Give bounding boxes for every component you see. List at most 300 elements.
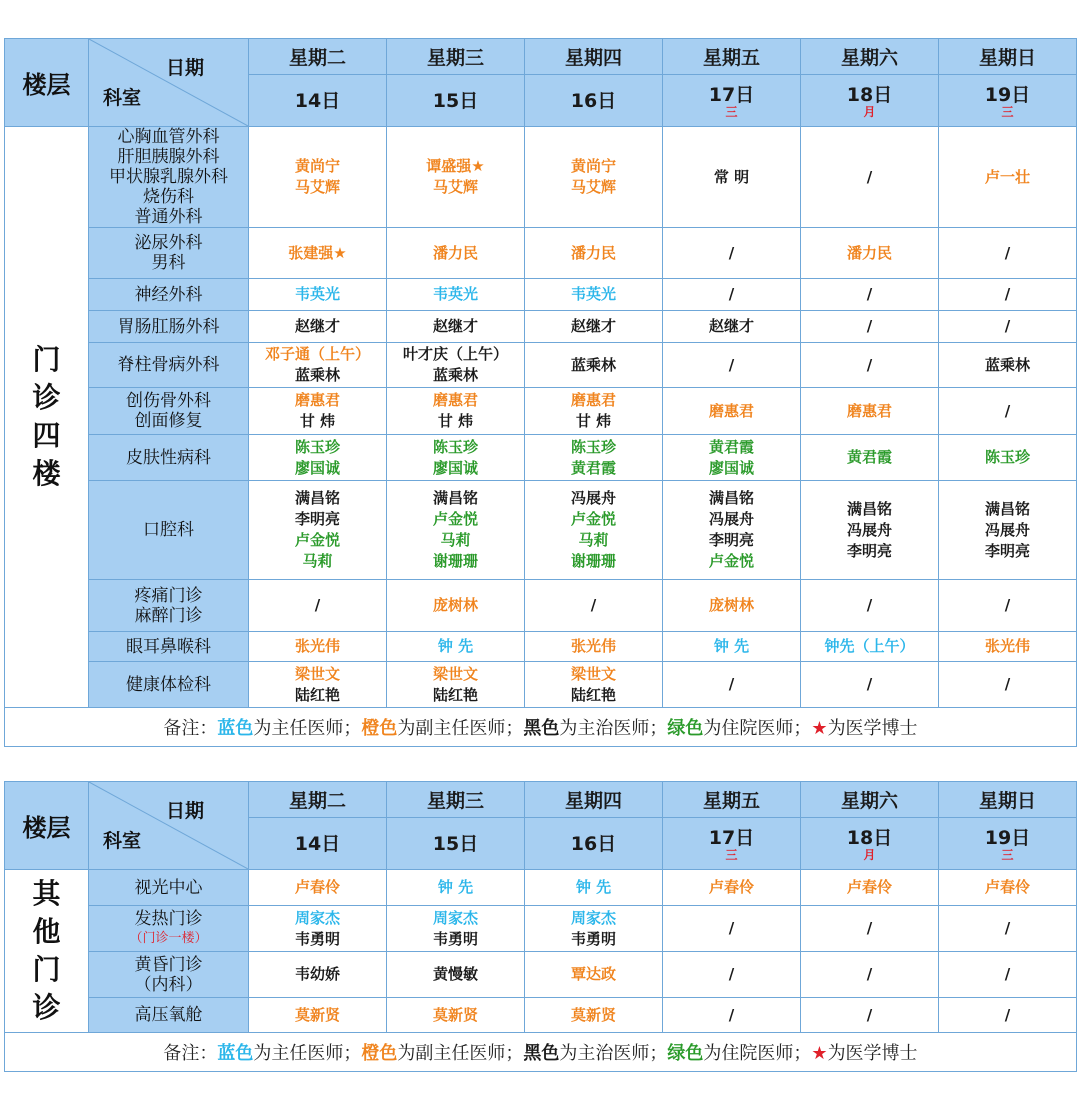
floor-char: 门 (32, 953, 61, 986)
legend-note (5, 708, 1077, 747)
note-star-desc: 为医学博士 (827, 1043, 918, 1064)
schedule-cell (663, 580, 801, 632)
schedule-cell (525, 228, 663, 279)
dept-line: 健康体检科 (126, 674, 211, 695)
dept-name (89, 311, 249, 343)
schedule-cell (939, 580, 1077, 632)
schedule-cell (801, 311, 939, 343)
dept-name (89, 952, 249, 998)
doctor-name: 陆红艳 (570, 685, 616, 704)
schedule-cell (801, 343, 939, 388)
weekday-header: 星期日 (939, 39, 1077, 75)
schedule-cell (939, 127, 1077, 228)
doctor-name: 马艾辉 (294, 178, 340, 196)
date-day: 16日 (570, 89, 617, 112)
doctor-name: 谢珊珊 (570, 552, 616, 570)
doctor-name: / (1004, 675, 1011, 693)
schedule-cell (939, 481, 1077, 580)
doctor-name: 谢珊珊 (432, 552, 478, 570)
doctor-name: / (1004, 965, 1011, 983)
floor-label (5, 870, 89, 1033)
doctor-name: / (866, 965, 873, 983)
doctor-name: 赵继才 (708, 317, 754, 335)
schedule-cell (525, 998, 663, 1033)
star-icon: ★ (811, 1043, 828, 1064)
schedule-cell (387, 632, 525, 662)
schedule-cell (801, 127, 939, 228)
doctor-name: 梁世文 (432, 664, 478, 683)
doctor-name: 黄慢敏 (432, 965, 478, 983)
doctor-name: 潘力民 (432, 243, 478, 262)
weekday-header: 星期五 (663, 782, 801, 818)
floor-char: 楼 (32, 457, 61, 490)
doctor-name: 卢金悦 (570, 510, 616, 528)
schedule-cell (939, 311, 1077, 343)
schedule-cell (939, 632, 1077, 662)
floor-char: 诊 (32, 381, 61, 414)
doctor-name: 满昌铭 (984, 499, 1030, 518)
doctor-name: 卢金悦 (294, 531, 340, 549)
doctor-name: 满昌铭 (432, 489, 478, 507)
schedule-cell (387, 388, 525, 435)
doctor-name: 冯展舟 (984, 520, 1030, 539)
doctor-name: / (866, 919, 873, 937)
date-header (249, 75, 387, 127)
doctor-name: / (866, 167, 873, 186)
date-day: 18日 (846, 826, 893, 849)
schedule-cell (387, 952, 525, 998)
schedule-cell (249, 906, 387, 952)
date-day: 17日 (708, 826, 755, 849)
doctor-name: 陈玉珍 (570, 437, 616, 456)
doctor-name: 满昌铭 (294, 489, 340, 507)
schedule-cell (525, 580, 663, 632)
date-day: 17日 (708, 83, 755, 106)
dept-name (89, 906, 249, 952)
doctor-name: 冯展舟 (570, 489, 616, 507)
note-star-desc: 为医学博士 (827, 718, 918, 739)
schedule-cell (663, 998, 801, 1033)
schedule-cell (939, 435, 1077, 481)
doctor-name: 赵继才 (294, 317, 340, 335)
date-day: 19日 (984, 826, 1031, 849)
doctor-name: / (1004, 317, 1011, 335)
doctor-name: 钟 先 (575, 878, 612, 896)
schedule-cell (387, 343, 525, 388)
schedule-cell (249, 580, 387, 632)
date-header (939, 818, 1077, 870)
schedule-cell (525, 662, 663, 708)
doctor-name: 甘 炜 (299, 412, 336, 430)
schedule-cell (663, 906, 801, 952)
doctor-name: 梁世文 (570, 664, 616, 683)
doctor-name: / (728, 355, 735, 374)
note-black-desc: 为主治医师； (559, 718, 668, 739)
doctor-name: / (728, 285, 735, 303)
dept-name (89, 435, 249, 481)
schedule-cell (663, 279, 801, 311)
schedule-cell (525, 343, 663, 388)
weekday-header: 星期二 (249, 39, 387, 75)
doctor-name: 马艾辉 (570, 178, 616, 196)
floor-char: 诊 (32, 991, 61, 1024)
schedule-cell (663, 228, 801, 279)
doctor-name: 甘 炜 (575, 412, 612, 430)
weekday-header: 星期五 (663, 39, 801, 75)
doctor-name: 马莉 (440, 531, 471, 549)
schedule-cell (525, 481, 663, 580)
schedule-cell (939, 952, 1077, 998)
schedule-cell (249, 228, 387, 279)
schedule-cell (801, 998, 939, 1033)
doctor-name: 邓子通（上午） (264, 345, 370, 363)
schedule-cell (525, 127, 663, 228)
schedule-cell (525, 435, 663, 481)
weekday-header: 星期三 (387, 782, 525, 818)
schedule-cell (801, 870, 939, 906)
doctor-name: / (866, 355, 873, 374)
dept-name (89, 279, 249, 311)
dept-line: 疼痛门诊 (134, 585, 203, 606)
dept-line: 创面修复 (134, 411, 203, 431)
doctor-name: 张建强★ (288, 243, 347, 262)
dept-line: 心胸血管外科 (117, 127, 220, 147)
schedule-cell (663, 388, 801, 435)
doctor-name: 韦幼娇 (294, 965, 340, 983)
note-blue-desc: 为主任医师； (253, 1043, 362, 1064)
doctor-name: / (866, 317, 873, 335)
doctor-name: 钟 先 (437, 637, 474, 655)
doctor-name: 韦英光 (432, 285, 478, 303)
schedule-cell (249, 952, 387, 998)
note-prefix: 备注： (163, 718, 218, 739)
date-day: 15日 (432, 832, 479, 855)
dept-line: 发热门诊 (134, 908, 203, 929)
weekday-header: 星期六 (801, 782, 939, 818)
doctor-name: 韦英光 (570, 285, 616, 303)
dept-line: 视光中心 (134, 877, 203, 898)
floor-char: 其 (32, 877, 61, 910)
lunar-mark: 月 (863, 847, 876, 862)
note-orange: 橙色 (361, 718, 398, 739)
date-day: 18日 (846, 83, 893, 106)
doctor-name: 马莉 (302, 552, 333, 570)
weekday-header: 星期三 (387, 39, 525, 75)
dept-line: 麻醉门诊 (134, 605, 203, 626)
date-day: 16日 (570, 832, 617, 855)
doctor-name: 陆红艳 (294, 685, 340, 704)
note-green-desc: 为住院医师； (703, 1043, 812, 1064)
doctor-name: 周家杰 (432, 908, 478, 927)
lunar-mark: 三 (1001, 104, 1014, 119)
dept-line: 肝胆胰腺外科 (117, 147, 220, 167)
doctor-name: 磨惠君 (570, 391, 616, 409)
floor-label (5, 127, 89, 708)
note-green: 绿色 (667, 1043, 704, 1064)
schedule-cell (663, 311, 801, 343)
doctor-name: 谭盛强★ (426, 157, 485, 175)
doctor-name: 莫新贤 (432, 1005, 478, 1024)
note-orange-desc: 为副主任医师； (397, 1043, 524, 1064)
dept-name (89, 632, 249, 662)
schedule-cell (939, 228, 1077, 279)
schedule-cell (249, 127, 387, 228)
schedule-cell (249, 662, 387, 708)
doctor-name: 磨惠君 (294, 391, 340, 409)
dept-name (89, 388, 249, 435)
dept-line: 烧伤科 (143, 187, 194, 207)
schedule-cell (939, 388, 1077, 435)
doctor-name: / (1004, 285, 1011, 303)
doctor-name: 卢春伶 (294, 878, 340, 896)
doctor-name: 李明亮 (294, 510, 340, 528)
schedule-cell (801, 228, 939, 279)
date-header (801, 818, 939, 870)
schedule-cell (387, 481, 525, 580)
schedule-cell (525, 906, 663, 952)
floor-header: 楼层 (5, 39, 89, 127)
doctor-name: / (1004, 243, 1011, 262)
dept-line: 皮肤性病科 (126, 447, 211, 468)
dept-name (89, 228, 249, 279)
schedule-cell (663, 662, 801, 708)
schedule-cell (387, 311, 525, 343)
doctor-name: 庞树林 (432, 596, 478, 614)
doctor-name: 覃达政 (570, 965, 616, 983)
schedule-cell (249, 998, 387, 1033)
doctor-name: / (728, 675, 735, 693)
schedule-table-other-clinics (4, 781, 1077, 1072)
schedule-cell (801, 435, 939, 481)
date-header (663, 818, 801, 870)
doctor-name: 廖国诚 (432, 458, 478, 477)
schedule-cell (525, 279, 663, 311)
doctor-name: 陈玉珍 (294, 437, 340, 456)
schedule-cell (801, 279, 939, 311)
schedule-cell (939, 906, 1077, 952)
doctor-name: 潘力民 (570, 243, 616, 262)
schedule-cell (387, 127, 525, 228)
doctor-name: 卢一壮 (984, 167, 1030, 186)
dept-line: 脊柱骨病外科 (117, 355, 220, 375)
doctor-name: 周家杰 (570, 908, 616, 927)
schedule-cell (801, 906, 939, 952)
doctor-name: 马莉 (578, 531, 609, 549)
doctor-name: 李明亮 (984, 541, 1030, 560)
dept-line: 黄昏门诊 (134, 954, 203, 975)
doctor-name: / (1004, 596, 1011, 614)
doctor-name: 李明亮 (846, 541, 892, 560)
schedule-cell (663, 481, 801, 580)
schedule-cell (525, 311, 663, 343)
doctor-name: 常 明 (713, 167, 750, 186)
doctor-name: 张光伟 (570, 637, 616, 655)
doctor-name: 叶才庆（上午） (402, 345, 508, 363)
schedule-cell (663, 127, 801, 228)
date-day: 19日 (984, 83, 1031, 106)
dept-line: 甲状腺乳腺外科 (109, 167, 228, 187)
doctor-name: / (866, 675, 873, 693)
doctor-name: 莫新贤 (294, 1005, 340, 1024)
date-label: 日期 (165, 57, 204, 79)
doctor-name: 蓝乘林 (984, 355, 1030, 374)
dept-line: 泌尿外科 (134, 233, 203, 253)
date-header (387, 818, 525, 870)
doctor-name: / (728, 243, 735, 262)
doctor-name: 韦勇明 (294, 929, 340, 948)
note-black-desc: 为主治医师； (559, 1043, 668, 1064)
doctor-name: 磨惠君 (708, 401, 754, 420)
doctor-name: 卢春伶 (708, 878, 754, 896)
doctor-name: 周家杰 (294, 908, 340, 927)
date-header (249, 818, 387, 870)
doctor-name: 梁世文 (294, 664, 340, 683)
doctor-name: 李明亮 (708, 531, 754, 549)
schedule-cell (801, 662, 939, 708)
schedule-cell (663, 632, 801, 662)
doctor-name: 韦勇明 (432, 929, 478, 948)
dept-line: 眼耳鼻喉科 (126, 636, 211, 657)
doctor-name: 钟 先 (437, 878, 474, 896)
star-icon: ★ (811, 718, 828, 739)
note-blue: 蓝色 (217, 1043, 254, 1064)
schedule-table-2-wrap (4, 781, 1076, 1072)
schedule-cell (249, 279, 387, 311)
note-green: 绿色 (667, 718, 704, 739)
doctor-name: 庞树林 (708, 596, 754, 614)
doctor-name: 黄尚宁 (570, 157, 616, 175)
schedule-cell (663, 343, 801, 388)
schedule-cell (387, 998, 525, 1033)
floor-char: 四 (32, 419, 61, 452)
note-black: 黑色 (523, 718, 560, 739)
date-day: 14日 (294, 832, 341, 855)
lunar-mark: 三 (1001, 847, 1014, 862)
doctor-name: 蓝乘林 (570, 355, 616, 374)
schedule-cell (249, 481, 387, 580)
doctor-name: 满昌铭 (846, 499, 892, 518)
doctor-name: 韦勇明 (570, 929, 616, 948)
schedule-cell (663, 870, 801, 906)
dept-name (89, 998, 249, 1033)
doctor-name: 蓝乘林 (432, 366, 478, 384)
dept-line: （内科） (134, 974, 203, 995)
doctor-name: 黄尚宁 (294, 157, 340, 175)
doctor-name: 赵继才 (570, 317, 616, 335)
schedule-cell (249, 343, 387, 388)
doctor-name: 磨惠君 (846, 401, 892, 420)
weekday-header: 星期六 (801, 39, 939, 75)
schedule-cell (249, 632, 387, 662)
schedule-cell (387, 870, 525, 906)
doctor-name: 卢金悦 (432, 510, 478, 528)
doctor-name: 蓝乘林 (294, 366, 340, 384)
schedule-cell (249, 435, 387, 481)
doctor-name: 卢春伶 (846, 878, 892, 896)
date-header (525, 818, 663, 870)
schedule-cell (525, 388, 663, 435)
note-orange-desc: 为副主任医师； (397, 718, 524, 739)
doctor-name: 黄君霞 (708, 437, 754, 456)
schedule-cell (387, 662, 525, 708)
schedule-cell (387, 580, 525, 632)
schedule-cell (387, 906, 525, 952)
doctor-name: 卢春伶 (984, 878, 1030, 896)
date-dept-header (89, 39, 249, 127)
schedule-cell (939, 870, 1077, 906)
schedule-cell (939, 279, 1077, 311)
weekday-header: 星期四 (525, 782, 663, 818)
doctor-name: 马艾辉 (432, 178, 478, 196)
weekday-header: 星期日 (939, 782, 1077, 818)
floor-header: 楼层 (5, 782, 89, 870)
date-dept-header (89, 782, 249, 870)
doctor-name: 张光伟 (294, 637, 340, 655)
doctor-name: / (728, 965, 735, 983)
schedule-table-1-wrap (4, 38, 1076, 747)
schedule-cell (801, 952, 939, 998)
doctor-name: 钟 先 (713, 637, 750, 655)
doctor-name: / (866, 285, 873, 303)
doctor-name: / (590, 596, 597, 614)
schedule-cell (387, 279, 525, 311)
doctor-name: 陈玉珍 (984, 448, 1030, 466)
dept-line: 胃肠肛肠外科 (117, 316, 220, 337)
doctor-name: 韦英光 (294, 285, 340, 303)
weekday-header: 星期四 (525, 39, 663, 75)
floor-char: 他 (32, 915, 61, 948)
doctor-name: 钟先（上午） (824, 637, 915, 655)
doctor-name: 陆红艳 (432, 685, 478, 704)
doctor-name: / (314, 596, 321, 614)
doctor-name: 满昌铭 (708, 489, 754, 507)
doctor-name: 廖国诚 (294, 458, 340, 477)
doctor-name: 赵继才 (432, 317, 478, 335)
date-day: 15日 (432, 89, 479, 112)
dept-line: 神经外科 (134, 284, 203, 305)
doctor-name: 张光伟 (984, 637, 1030, 655)
date-header (387, 75, 525, 127)
schedule-cell (801, 580, 939, 632)
weekday-header: 星期二 (249, 782, 387, 818)
doctor-name: 磨惠君 (432, 391, 478, 409)
date-day: 14日 (294, 89, 341, 112)
lunar-mark: 三 (725, 847, 738, 862)
date-header (939, 75, 1077, 127)
schedule-cell (525, 632, 663, 662)
schedule-cell (387, 228, 525, 279)
date-header (525, 75, 663, 127)
dept-label: 科室 (103, 87, 142, 109)
note-green-desc: 为住院医师； (703, 718, 812, 739)
schedule-cell (249, 388, 387, 435)
doctor-name: 冯展舟 (846, 520, 892, 539)
doctor-name: / (1004, 1005, 1011, 1024)
schedule-cell (939, 662, 1077, 708)
schedule-cell (801, 632, 939, 662)
doctor-name: 冯展舟 (708, 510, 754, 528)
schedule-cell (801, 388, 939, 435)
dept-name (89, 343, 249, 388)
schedule-cell (249, 311, 387, 343)
schedule-table-outpatient-4f (4, 38, 1077, 747)
date-header (663, 75, 801, 127)
doctor-name: / (728, 919, 735, 937)
dept-name (89, 662, 249, 708)
doctor-name: 黄君霞 (846, 448, 892, 466)
doctor-name: 黄君霞 (570, 458, 616, 477)
schedule-cell (525, 952, 663, 998)
